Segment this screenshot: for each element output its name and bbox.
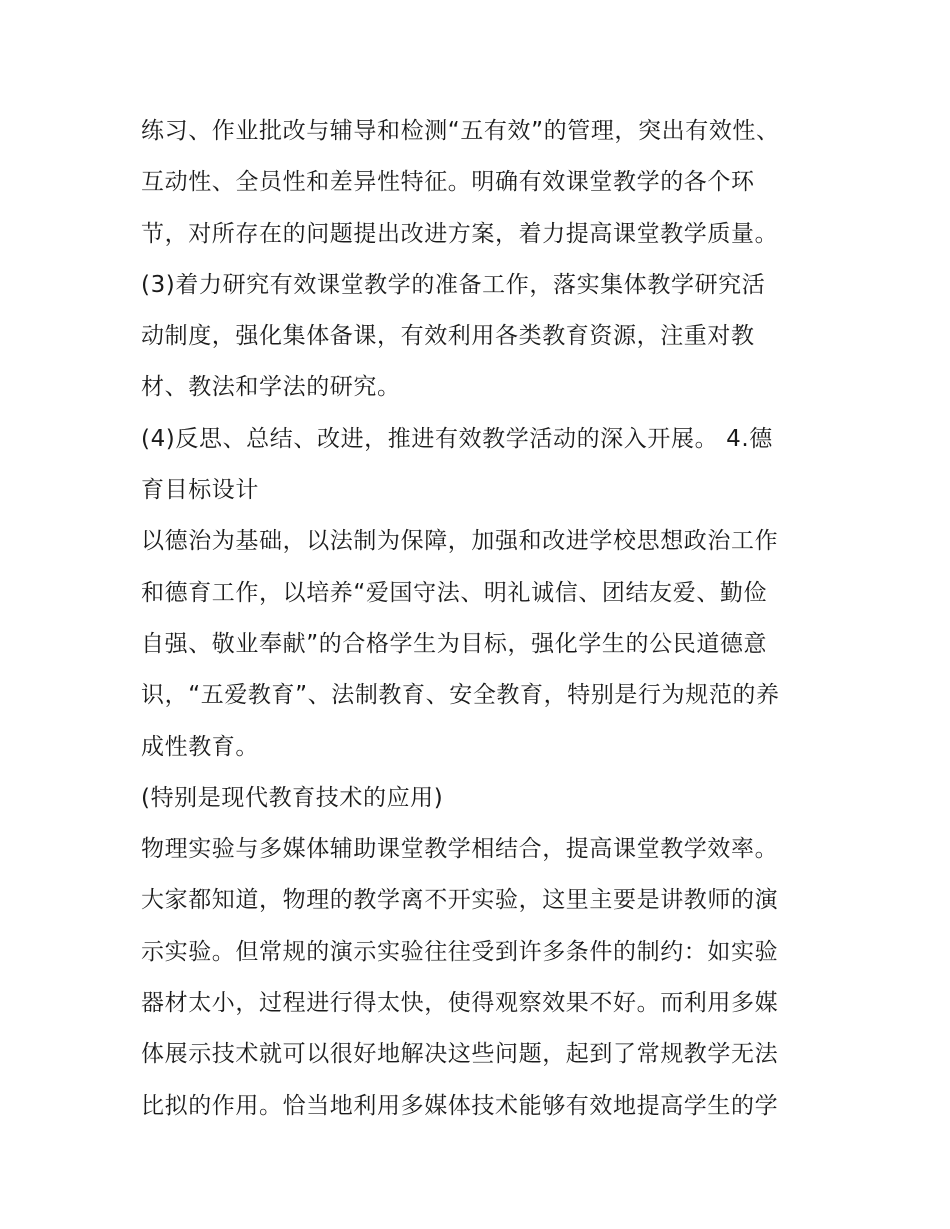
text-line: 以德治为基础，以法制为保障，加强和改进学校思想政治工作 (141, 528, 779, 555)
text-line: 示实验。但常规的演示实验往往受到许多条件的制约：如实验 (141, 938, 779, 965)
text-line: (4)反思、总结、改进，推进有效教学活动的深入开展。 4.德 (141, 425, 773, 452)
text-line: (3)着力研究有效课堂教学的准备工作，落实集体教学研究活 (141, 271, 766, 298)
text-line: 识，“五爱教育”、法制教育、安全教育，特别是行为规范的养 (141, 682, 780, 709)
section-heading-line: 育目标设计 (141, 477, 259, 504)
text-line: 材、教法和学法的研究。 (141, 374, 401, 401)
text-line: 比拟的作用。恰当地利用多媒体技术能够有效地提高学生的学 (141, 1092, 779, 1119)
subheading-line: (特别是现代教育技术的应用) (141, 784, 444, 811)
text-line: 和德育工作，以培养“爱国守法、明礼诚信、团结友爱、勤俭 (141, 579, 768, 606)
text-line: 自强、敬业奉献”的合格学生为目标，强化学生的公民道德意 (141, 630, 768, 657)
document-body (141, 106, 821, 1132)
text-line: 体展示技术就可以很好地解决这些问题，起到了常规教学无法 (141, 1041, 779, 1068)
text-line: 器材太小，过程进行得太快，使得观察效果不好。而利用多媒 (141, 990, 779, 1017)
text-line: 节，对所存在的问题提出改进方案，着力提高课堂教学质量。 (141, 220, 779, 247)
text-line: 练习、作业批改与辅导和检测“五有效”的管理，突出有效性、 (141, 118, 780, 144)
text-line: 互动性、全员性和差异性特征。明确有效课堂教学的各个环 (141, 169, 755, 196)
text-line: 成性教育。 (141, 733, 259, 760)
text-line: 物理实验与多媒体辅助课堂教学相结合，提高课堂教学效率。 (141, 836, 779, 863)
text-line: 动制度，强化集体备课，有效利用各类教育资源，注重对教 (141, 323, 755, 350)
text-line: 大家都知道，物理的教学离不开实验，这里主要是讲教师的演 (141, 887, 779, 914)
